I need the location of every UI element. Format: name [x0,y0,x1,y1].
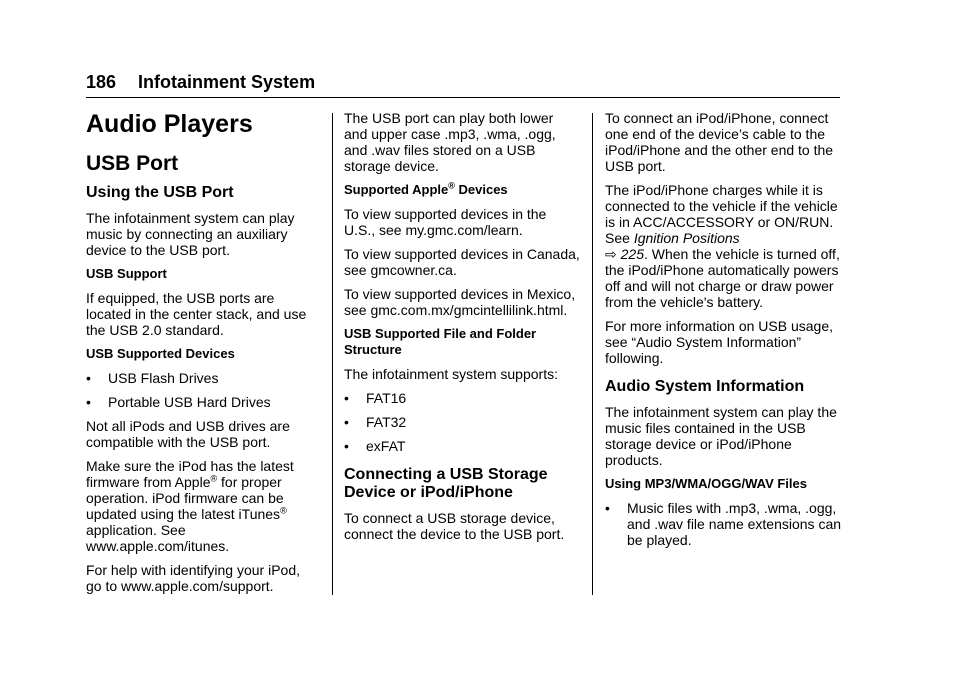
list-item: • FAT32 [344,414,407,430]
page-reference-link[interactable]: 225 [620,246,644,262]
heading-connecting-usb-storage: Connecting a USB Storage Device or iPod/iPhone [344,466,548,501]
ignition-positions-reference[interactable]: Ignition Positions [633,230,740,246]
file-system-list [344,390,580,454]
bullet: • [86,394,91,410]
heading-usb-support: USB Support [86,266,167,281]
registered-mark: ® [210,473,218,484]
header-rule [86,97,840,98]
charging-paragraph: The iPod/iPhone charges while it is connected to the vehicle if the vehicle is in ACC/ACCESSORY or ON/RUN. See Ignition Positions ⇨ 225. When the vehicle is turned off, the iPod/iPhone automatically powers off and will not charge or draw power from the vehicle's battery. [605,182,840,310]
heading-audio-system-information: Audio System Information [605,378,805,395]
heading-using-usb-port: Using the USB Port [86,184,234,201]
bullet: • [344,414,349,430]
page-number: 186 [86,72,117,92]
list-item: • Portable USB Hard Drives [86,394,271,410]
help-paragraph: For help with identifying your iPod, go to www.apple.com/support. [86,562,300,594]
intro-paragraph: The infotainment system can play music by connecting an auxiliary device to the USB port. [86,210,295,258]
column-1 [86,110,316,602]
subsection-heading-usb-port: USB Port [86,152,179,175]
us-devices-paragraph: To view supported devices in the U.S., see my.gmc.com/learn. [344,206,547,238]
bullet: • [86,370,91,386]
supported-devices-list [86,370,316,410]
audio-system-info-paragraph: The infotainment system can play the music files contained in the USB storage device or iPod/iPhone products. [605,404,837,468]
page-reference-arrow-icon: ⇨ [605,246,617,262]
heading-file-folder-structure: USB Supported File and Folder Structure [344,326,537,357]
usb-support-paragraph: If equipped, the USB ports are located in the center stack, and use the USB 2.0 standard. [86,290,307,338]
column-2 [344,110,580,550]
section-title: Infotainment System [138,72,316,92]
bullet: • [605,500,610,516]
firmware-paragraph: Make sure the iPod has the latest firmware from Apple® for proper operation. iPod firmware can be updated using the latest iTunes® application. See www.apple.com/itunes. [86,458,294,554]
bullet: • [344,438,349,454]
connect-ipod-paragraph: To connect an iPod/iPhone, connect one end of the device’s cable to the iPod/iPhone and the other end to the USB port. [605,110,834,174]
page-header [86,70,840,94]
file-system-intro: The infotainment system supports: [344,366,558,382]
compatibility-paragraph: Not all iPods and USB drives are compatible with the USB port. [86,418,290,450]
list-item: • USB Flash Drives [86,370,219,386]
heading-supported-devices: USB Supported Devices [86,346,235,361]
registered-mark: ® [448,180,455,191]
media-files-list [605,500,843,548]
column-divider-1 [332,113,333,595]
mexico-devices-paragraph: To view supported devices in Mexico, see gmc.com.mx/gmcintellilink.html. [344,286,576,318]
heading-using-media-files: Using MP3/WMA/OGG/WAV Files [605,476,807,491]
list-item: • FAT16 [344,390,407,406]
section-heading-audio-players: Audio Players [86,110,253,138]
file-formats-paragraph: The USB port can play both lower and upper case .mp3, .wma, .ogg, and .wav files stored on a USB storage device. [344,110,556,174]
more-info-paragraph: For more information on USB usage, see “Audio System Information” following. [605,318,833,366]
list-item: • Music files with .mp3, .wma, .ogg, and .wav file name extensions can be played. [605,500,842,548]
canada-devices-paragraph: To view supported devices in Canada, see gmcowner.ca. [344,246,580,278]
heading-supported-apple-devices: Supported Apple® Devices [344,180,508,197]
registered-mark: ® [280,505,287,516]
bullet: • [344,390,349,406]
connect-usb-paragraph: To connect a USB storage device, connect the device to the USB port. [344,510,565,542]
column-divider-2 [592,113,593,595]
column-3 [605,110,843,556]
list-item: • exFAT [344,438,406,454]
